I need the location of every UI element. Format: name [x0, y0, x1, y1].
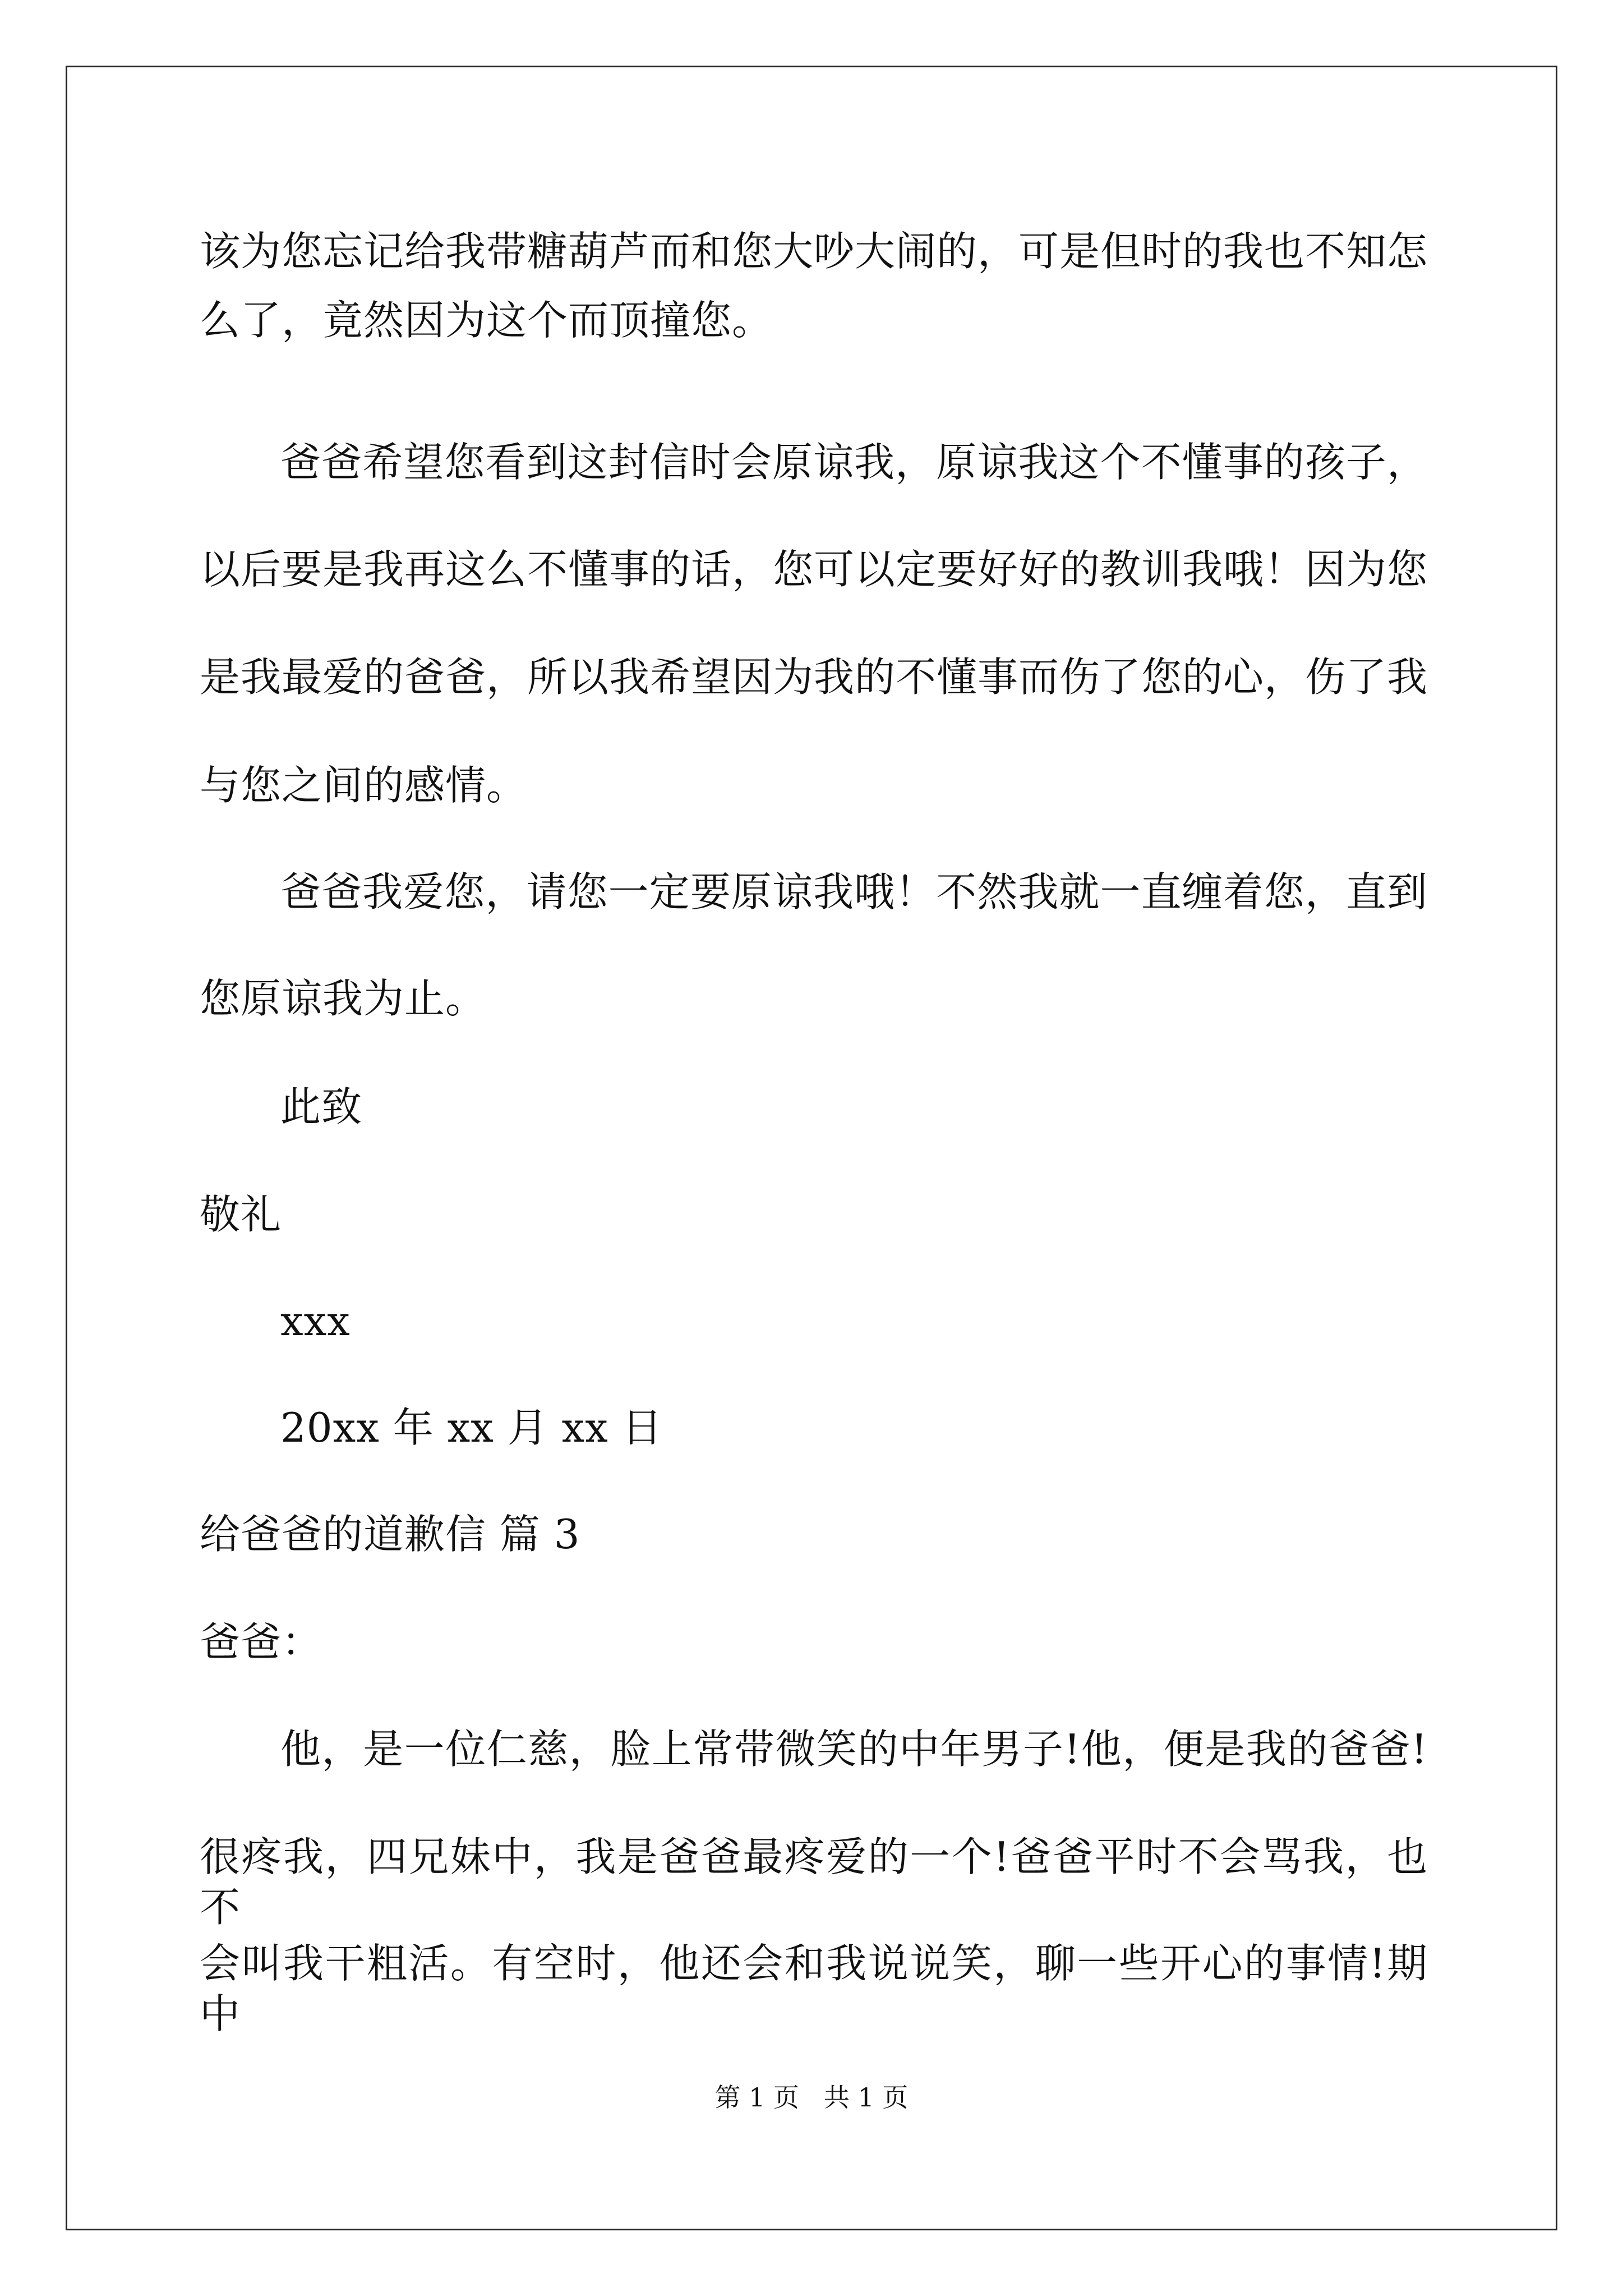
body-line: 您原谅我为止。	[200, 975, 487, 1022]
body-line: 很疼我，四兄妹中，我是爸爸最疼爱的一个!爸爸平时不会骂我，也不	[200, 1833, 1428, 1931]
paragraph-first-line: 爸爸希望您看到这封信时会原谅我，原谅我这个不懂事的孩子，	[280, 439, 1428, 486]
letter-date: 20xx 年 xx 月 xx 日	[280, 1404, 663, 1451]
page-border	[66, 66, 1557, 2230]
letter-greeting: 爸爸：	[200, 1618, 323, 1665]
body-line: 该为您忘记给我带糖葫芦而和您大吵大闹的，可是但时的我也不知怎	[200, 228, 1428, 275]
closing-regards: 敬礼	[200, 1191, 282, 1238]
paragraph-first-line: 爸爸我爱您，请您一定要原谅我哦！不然我就一直缠着您，直到	[280, 868, 1428, 915]
body-line: 么了，竟然因为这个而顶撞您。	[200, 297, 773, 344]
body-line: 以后要是我再这么不懂事的话，您可以定要好好的教训我哦！因为您	[200, 546, 1428, 593]
closing-salutation: 此致	[280, 1083, 363, 1130]
body-line: 与您之间的感情。	[200, 762, 528, 809]
page-number-footer: 第 1 页 共 1 页	[714, 2082, 909, 2113]
paragraph-first-line: 他，是一位仁慈，脸上常带微笑的中年男子!他，便是我的爸爸!	[280, 1726, 1428, 1773]
signature: xxx	[280, 1297, 351, 1345]
body-line: 是我最爱的爸爸，所以我希望因为我的不懂事而伤了您的心，伤了我	[200, 654, 1428, 701]
body-line: 会叫我干粗活。有空时，他还会和我说说笑，聊一些开心的事情!期中	[200, 1940, 1428, 2037]
section-title: 给爸爸的道歉信 篇 3	[200, 1511, 580, 1558]
